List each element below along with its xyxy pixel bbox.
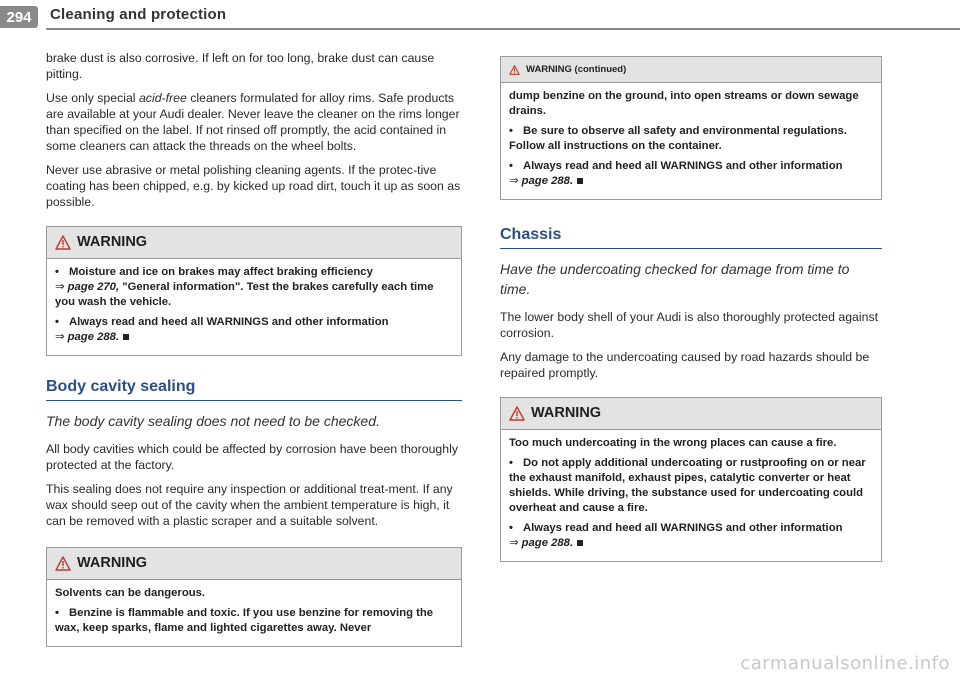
warning-triangle-icon [55, 556, 71, 571]
warning-title: WARNING [531, 405, 602, 421]
warning-title: WARNING (continued) [526, 64, 627, 75]
left-column [46, 50, 462, 647]
warning-triangle-icon [55, 235, 71, 250]
warning-item: • Always read and heed all WARNINGS and other information ⇒ page 288. [509, 160, 843, 187]
paragraph: brake dust is also corrosive. If left on for too long, brake dust can cause pitting. [46, 51, 435, 81]
right-column [500, 56, 882, 562]
warning-triangle-icon [509, 406, 525, 421]
warning-item: • Benzine is flammable and toxic. If you use benzine for removing the wax, keep sparks, flame and lighted cigarettes away. Never [55, 607, 434, 634]
section-heading: Chassis [500, 226, 882, 249]
section-heading: Body cavity sealing [46, 378, 462, 401]
warning-item: dump benzine on the ground, into open streams or down sewage drains. [509, 90, 859, 117]
warning-box [500, 397, 882, 562]
warning-triangle-icon [509, 65, 520, 75]
chapter-title: Cleaning and protection [50, 6, 227, 23]
warning-box [500, 56, 882, 200]
paragraph: The lower body shell of your Audi is also thoroughly protected against corrosion. [500, 310, 879, 340]
end-mark [577, 178, 583, 184]
warning-item: Solvents can be dangerous. [55, 587, 206, 599]
warning-item: Too much undercoating in the wrong places can cause a fire. [509, 437, 837, 449]
warning-item: • Be sure to observe all safety and environmental regulations. Follow all instructions on the container. [509, 125, 847, 152]
paragraph: Any damage to the undercoating caused by road hazards should be repaired promptly. [500, 350, 870, 380]
warning-item: • Do not apply additional undercoating or rustproofing on or near the exhaust manifold, exhaust pipes, catalytic converter or heat shields. While driving, the substance used for undercoating could overheat and cause a fire. [509, 457, 866, 514]
warning-title: WARNING [77, 234, 148, 250]
section-lead: The body cavity sealing does not need to be checked. [46, 413, 380, 429]
paragraph: All body cavities which could be affected by corrosion have been thoroughly protected at the factory. [46, 442, 458, 472]
end-mark [123, 334, 129, 340]
warning-item: • Always read and heed all WARNINGS and other information ⇒ page 288. [509, 522, 843, 549]
warning-item: • Always read and heed all WARNINGS and other information ⇒ page 288. [55, 316, 389, 343]
section-lead: Have the undercoating checked for damage from time to time. [500, 261, 850, 297]
watermark: carmanualsonline.info [740, 653, 950, 674]
warning-title: WARNING [77, 555, 148, 571]
warning-item: • Moisture and ice on brakes may affect braking efficiency ⇒ page 270, "General information". Test the brakes carefully each time you wash the vehicle. [55, 266, 434, 308]
page-number: 294 [0, 6, 38, 28]
paragraph: This sealing does not require any inspection or additional treat-ment. If any wax should seep out of the cavity when the ambient temperature is high, it can be removed with a plastic scraper and a suitable solvent. [46, 482, 453, 528]
page-header [0, 0, 960, 30]
warning-box [46, 226, 462, 356]
paragraph: Never use abrasive or metal polishing cleaning agents. If the protec-tive coating has been chipped, e.g. by kicked up road dirt, touch it up as soon as possible. [46, 163, 461, 209]
end-mark [577, 540, 583, 546]
warning-box [46, 547, 462, 647]
header-rule [46, 28, 960, 30]
paragraph: Use only special acid-free cleaners formulated for alloy rims. Safe products are available at your Audi dealer. Never leave the cleaner on the rims longer than specified on the label. If not rinsed off promptly, the acid contained in some cleaners can attack the threads on the wheel bolts. [46, 91, 460, 153]
